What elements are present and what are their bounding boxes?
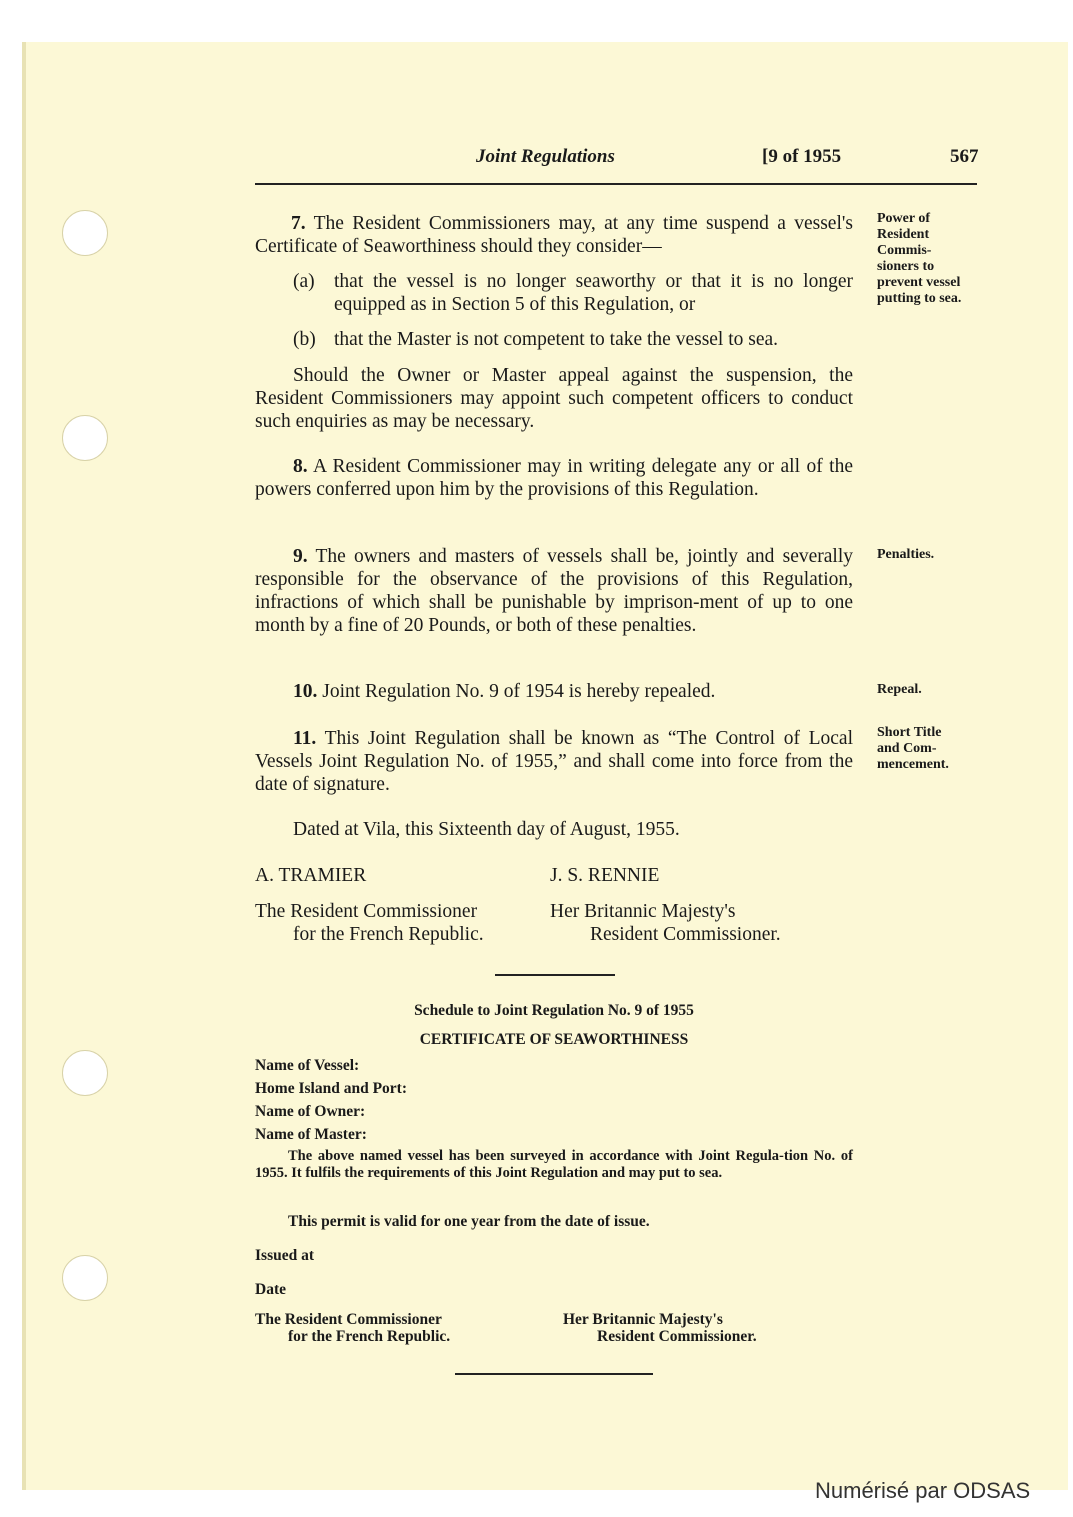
signatory-right-name: J. S. RENNIE — [550, 865, 660, 886]
margin-note-power: Power of Resident Commis-sioners to prevent vessel putting to sea. — [877, 211, 962, 306]
schedule-heading: Schedule to Joint Regulation No. 9 of 1955 — [414, 1002, 694, 1019]
certificate-survey-text: The above named vessel has been surveyed in accordance with Joint Regula-tion No. of 1955. It fulfils the requirements of this Joint Regulation and may put to sea. — [255, 1148, 853, 1181]
page-edge — [22, 42, 26, 1490]
field-vessel-name: Name of Vessel: — [255, 1057, 360, 1074]
margin-note-repeal: Repeal. — [877, 682, 922, 697]
section-7-appeal: Should the Owner or Master appeal against the suspension, the Resident Commissioners may appoint such competent officers to conduct such enquiries as may be necessary. — [255, 365, 853, 432]
punch-hole — [62, 210, 108, 256]
signatory-left-name: A. TRAMIER — [255, 865, 367, 886]
field-home-island: Home Island and Port: — [255, 1080, 407, 1097]
regulation-ref: [9 of 1955 — [762, 146, 842, 167]
field-master-name: Name of Master: — [255, 1126, 367, 1143]
cert-right-signatory-2: Resident Commissioner. — [597, 1328, 757, 1345]
margin-note-penalties: Penalties. — [877, 547, 935, 562]
section-number: 9. — [293, 546, 308, 567]
separator-rule — [495, 974, 615, 976]
margin-note-short-title: Short Title and Com-mencement. — [877, 725, 949, 772]
digitized-by-watermark: Numérisé par ODSAS — [815, 1478, 1031, 1503]
section-number: 8. — [293, 456, 308, 477]
section-number: 10. — [293, 681, 318, 702]
item-a-label: (a) — [293, 271, 315, 292]
punch-hole — [62, 1255, 108, 1301]
signatory-right-title-2: Resident Commissioner. — [590, 924, 781, 945]
page-number: 567 — [950, 146, 979, 167]
running-title: Joint Regulations — [476, 146, 615, 167]
section-9: 9. The owners and masters of vessels shall be, jointly and severally responsible for the observance of the provisions of this Regulation, infractions of which shall be punishable by imprison-ment of up to one month by a fine of 20 Pounds, or both of these penalties. — [255, 546, 853, 636]
cert-left-signatory-2: for the French Republic. — [288, 1328, 451, 1345]
date-field: Date — [255, 1281, 286, 1298]
header-rule — [255, 183, 977, 185]
signatory-right-title-1: Her Britannic Majesty's — [550, 901, 736, 922]
section-7-intro: 7. The Resident Commissioners may, at any time suspend a vessel's Certificate of Seaworthiness should they consider— — [255, 213, 853, 257]
certificate-title: CERTIFICATE OF SEAWORTHINESS — [419, 1031, 689, 1048]
punch-hole — [62, 1050, 108, 1096]
signatory-left-title-2: for the French Republic. — [293, 924, 484, 945]
cert-left-signatory-1: The Resident Commissioner — [255, 1311, 442, 1328]
field-owner-name: Name of Owner: — [255, 1103, 366, 1120]
item-b-label: (b) — [293, 329, 316, 350]
item-a-text: that the vessel is no longer seaworthy or that it is no longer equipped as in Section 5 of this Regulation, or — [334, 271, 853, 315]
section-number: 11. — [293, 728, 317, 749]
cert-right-signatory-1: Her Britannic Majesty's — [563, 1311, 723, 1328]
punch-hole — [62, 415, 108, 461]
validity-text: This permit is valid for one year from the date of issue. — [288, 1213, 650, 1230]
item-b-text: that the Master is not competent to take the vessel to sea. — [334, 329, 779, 350]
end-rule — [455, 1373, 653, 1375]
signatory-left-title-1: The Resident Commissioner — [255, 901, 478, 922]
section-10: 10. Joint Regulation No. 9 of 1954 is hereby repealed. — [293, 681, 716, 702]
section-11: 11. This Joint Regulation shall be known as “The Control of Local Vessels Joint Regulation No. of 1955,” and shall come into force from the date of signature. — [255, 728, 853, 795]
section-8: 8. A Resident Commissioner may in writing delegate any or all of the powers conferred upon him by the provisions of this Regulation. — [255, 456, 853, 500]
dated-line: Dated at Vila, this Sixteenth day of August, 1955. — [293, 819, 680, 840]
issued-at-field: Issued at — [255, 1247, 315, 1264]
section-number: 7. — [291, 213, 306, 234]
